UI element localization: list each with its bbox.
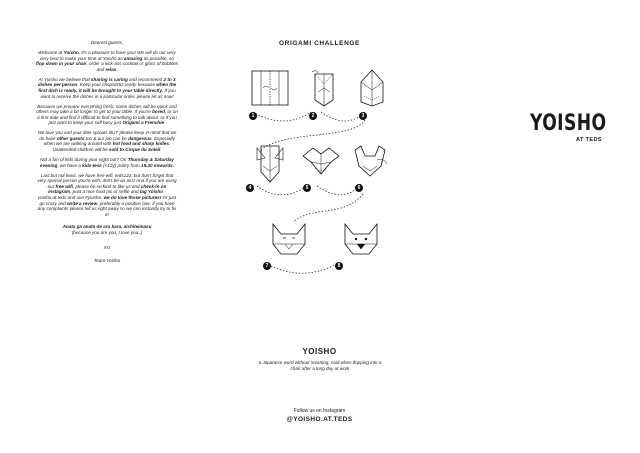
origami-title: ORIGAMI CHALLENGE bbox=[279, 40, 360, 47]
origami-panel bbox=[213, 0, 426, 453]
emphasis: other guests bbox=[56, 135, 85, 141]
brand-subtitle: AT TEDS bbox=[576, 137, 602, 143]
step-badge: 2 bbox=[309, 112, 317, 120]
emphasis: tag Yoisho bbox=[139, 189, 164, 195]
step-badge: 4 bbox=[246, 184, 254, 192]
brand-panel bbox=[426, 0, 640, 453]
emphasis: free wifi bbox=[55, 183, 73, 189]
emphasis: kids-less bbox=[82, 162, 102, 168]
emphasis: Thursday & Saturday evening bbox=[40, 157, 174, 168]
emphasis: 2 to 3 dishes per person bbox=[37, 76, 176, 88]
xo: XO bbox=[103, 244, 111, 250]
emphasis: amazing bbox=[123, 55, 143, 61]
closing bbox=[36, 224, 178, 235]
closing-translation: (because you are you, I love you..) bbox=[71, 229, 143, 235]
emphasis: dangerous bbox=[128, 135, 152, 141]
step-badge: 7 bbox=[263, 262, 271, 270]
emphasis: sold to Cirque du Soleil bbox=[108, 147, 161, 153]
definition-word: YOISHO bbox=[302, 347, 337, 356]
letter-paragraph: Welcome at Yoisho, it's a pleasure to have you! We will do our very very best to make your time at Yoisho as amazing as possible, so flop down in your chair, order a kick-ass cocktail or glass of bubbles and relax. bbox=[36, 49, 178, 72]
letter-paragraph: Not a fan of kids during your night out? On Thursday & Saturday evening, we have a kids-less (<12y) policy from 19.30 onwards. bbox=[40, 157, 174, 168]
letter-panel bbox=[0, 0, 213, 453]
letter-paragraph: Because we prepare everything fresh, some dishes will be quick and others may take a bit longer to get to your table. If you're bored, or on a first date and find it difficult to find something to talk about, or if you just want to keep your self busy just Origami a Frenchie. bbox=[36, 103, 178, 126]
emphasis: write a review bbox=[67, 200, 98, 206]
emphasis: Yoisho bbox=[63, 49, 79, 55]
greeting: Dearest guests, bbox=[90, 40, 124, 45]
definition-text: a Japanese word without meaning, said when flopping into a chair after a long day at work bbox=[258, 360, 382, 371]
origami-step-3-figure bbox=[359, 68, 385, 108]
step-badge: 3 bbox=[359, 112, 367, 120]
follow-label: Follow us on Instagram bbox=[293, 408, 346, 414]
origami-step-7-figure bbox=[269, 222, 309, 258]
step-badge: 8 bbox=[335, 262, 343, 270]
letter-paragraph: Last but not least, we have free wifi, teds123, but don't forget that very special person you're with, don't be an ass! And if you are using our free wifi, please be so kind to like us and check-in on instagram, post a nice food pic or selfie and tag Yoisho - yoisho.at.teds and use #yoisho, we do love those pictures! Or just go crazy and write a review, preferably a positive one, if you have any complaints please tell us right away so we can instantly try to fix it! bbox=[37, 172, 177, 217]
closing-line: Anata ga anata de aru kara, aishiteimasu bbox=[62, 224, 152, 230]
brand-logo: YOISHO bbox=[530, 111, 607, 136]
welcome-letter bbox=[36, 40, 178, 268]
emphasis: sharing is caring bbox=[91, 76, 128, 82]
origami-step-1-figure bbox=[251, 70, 289, 106]
letter-paragraph: We love you and your little sprouts BUT please keep in mind that we do have other guests too & our job can be dangerous. Especially when we are walking around with hot food and sharp knifes. Unattended children will be sold to Cirque du Soleil. bbox=[37, 130, 177, 153]
origami-step-6-figure bbox=[351, 144, 389, 180]
emphasis: check-in on instagram bbox=[48, 183, 167, 195]
emphasis: relax bbox=[105, 66, 117, 72]
origami-step-4-figure bbox=[255, 144, 285, 184]
origami-step-2-figure bbox=[311, 70, 337, 108]
origami-step-5-figure bbox=[301, 146, 341, 180]
origami-step-8-figure bbox=[341, 222, 381, 258]
emphasis: 19.30 onwards bbox=[141, 162, 173, 168]
instagram-handle[interactable]: @YOISHO.AT.TEDS bbox=[286, 416, 353, 423]
emphasis: when the first dish is ready, it will be brought to your table directly. bbox=[38, 82, 177, 93]
dotted-path bbox=[213, 0, 426, 453]
step-badge: 1 bbox=[249, 112, 257, 120]
signature: Team Yoisho bbox=[93, 258, 121, 264]
emphasis: we do love those pictures! bbox=[103, 195, 162, 200]
emphasis: flop down in your chair bbox=[36, 61, 87, 67]
emphasis: bored bbox=[152, 109, 165, 115]
step-badge: 5 bbox=[303, 184, 311, 192]
step-badge: 6 bbox=[355, 184, 363, 192]
emphasis: hot food and sharp knifes bbox=[112, 141, 169, 147]
emphasis: Origami a Frenchie bbox=[122, 120, 165, 126]
letter-paragraph: At Yoisho we believe that sharing is caring and recommend 2 to 3 dishes per person. Keep your chopsticks ready because when the first dish is ready, it will be brought to your table directly. If you want to receive the dishes in a particular order, please let us now! bbox=[37, 76, 177, 99]
